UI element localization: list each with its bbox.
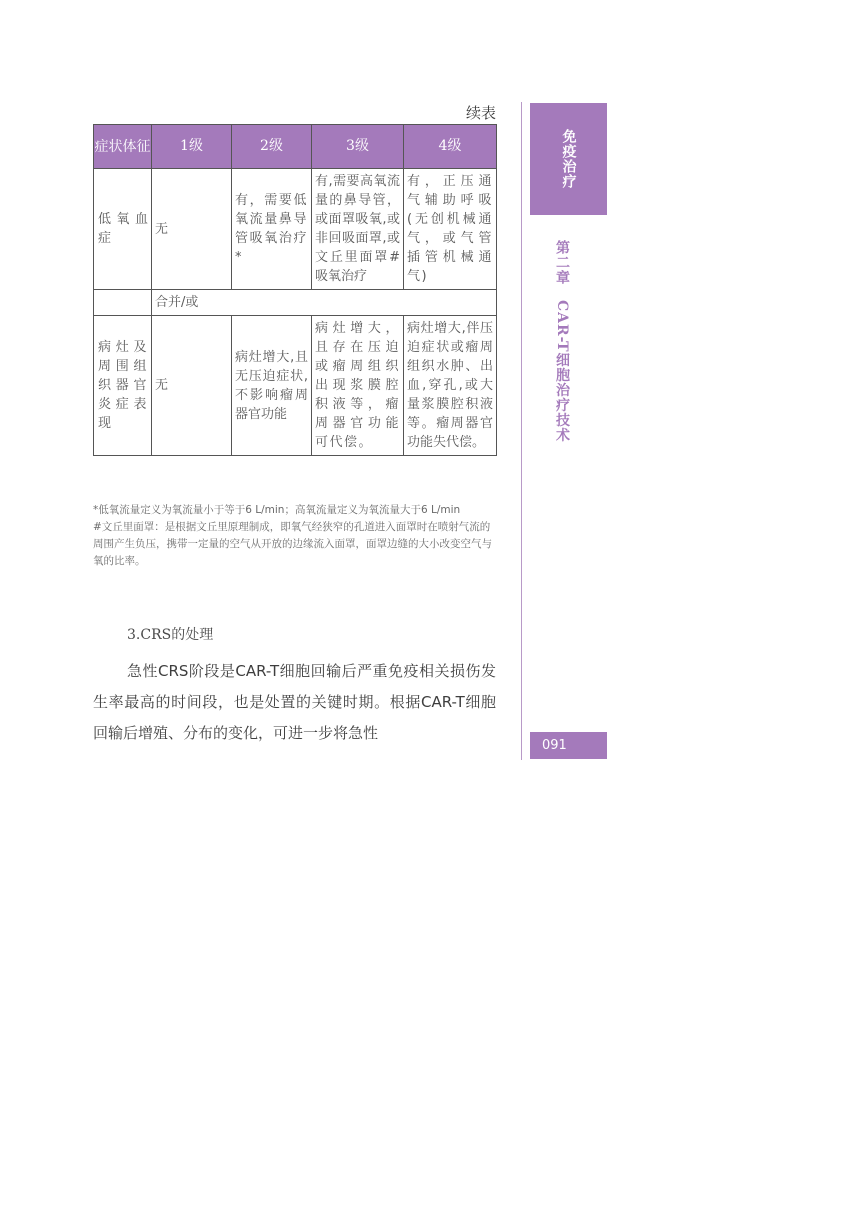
body-text (93, 656, 496, 749)
row-label-organ: 病灶及周围组织器官炎症表现 (94, 316, 152, 456)
cell-organ-g1: 无 (152, 316, 232, 456)
footnote-venturi-mask: #文丘里面罩：是根据文丘里原理制成，即氧气经狭窄的孔道进入面罩时在喷射气流的周围产生负压，携带一定量的空气从开放的边缘流入面罩，面罩边缝的大小改变空气与氧的比率。 (93, 521, 492, 567)
table-row-organ (94, 316, 497, 456)
chapter-label: 第二章 CAR-T细胞治疗技术 (554, 240, 570, 443)
table-header-row (94, 125, 497, 169)
cell-organ-g3: 病灶增大，且存在压迫或瘤周组织出现浆膜腔积液等，瘤周器官功能可代偿。 (312, 316, 404, 456)
page-number: 091 (530, 732, 607, 759)
continued-table-label: 续表 (465, 104, 496, 122)
header-grade-2: 2级 (232, 125, 312, 169)
cell-hypoxia-g4: 有，正压通气辅助呼吸(无创机械通气，或气管插管机械通气) (404, 169, 497, 290)
body-paragraph: 急性CRS阶段是CAR-T细胞回输后严重免疫相关损伤发生率最高的时间段，也是处置的关键时期。根据CAR-T细胞回输后增殖、分布的变化，可进一步将急性 (93, 662, 496, 742)
table-row-merge (94, 290, 497, 316)
section-tab-label: 免疫治疗 (560, 129, 577, 189)
table-row-hypoxia (94, 169, 497, 290)
header-grade-3: 3级 (312, 125, 404, 169)
header-grade-1: 1级 (152, 125, 232, 169)
cell-organ-g2: 病灶增大,且无压迫症状,不影响瘤周器官功能 (232, 316, 312, 456)
section-heading: 3.CRS的处理 (127, 627, 214, 643)
cell-hypoxia-g1: 无 (152, 169, 232, 290)
merge-note: 合并/或 (152, 290, 497, 316)
table-footnotes (93, 502, 496, 570)
cell-hypoxia-g2: 有，需要低氧流量鼻导管吸氧治疗* (232, 169, 312, 290)
header-grade-4: 4级 (404, 125, 497, 169)
cell-organ-g4: 病灶增大,伴压迫症状或瘤周组织水肿、出血,穿孔,或大量浆膜腔积液等。瘤周器官功能失代偿。 (404, 316, 497, 456)
section-tab (530, 103, 607, 215)
header-symptom: 症状体征 (94, 125, 152, 169)
merge-empty-cell (94, 290, 152, 316)
grading-table (93, 124, 497, 456)
row-label-hypoxia: 低氧血症 (94, 169, 152, 290)
cell-hypoxia-g3: 有,需要高氧流量的鼻导管，或面罩吸氧,或非回吸面罩,或文丘里面罩#吸氧治疗 (312, 169, 404, 290)
margin-divider (521, 102, 522, 760)
footnote-oxygen-flow: *低氧流量定义为氧流量小于等于6 L/min；高氧流量定义为氧流量大于6 L/min (93, 504, 461, 516)
